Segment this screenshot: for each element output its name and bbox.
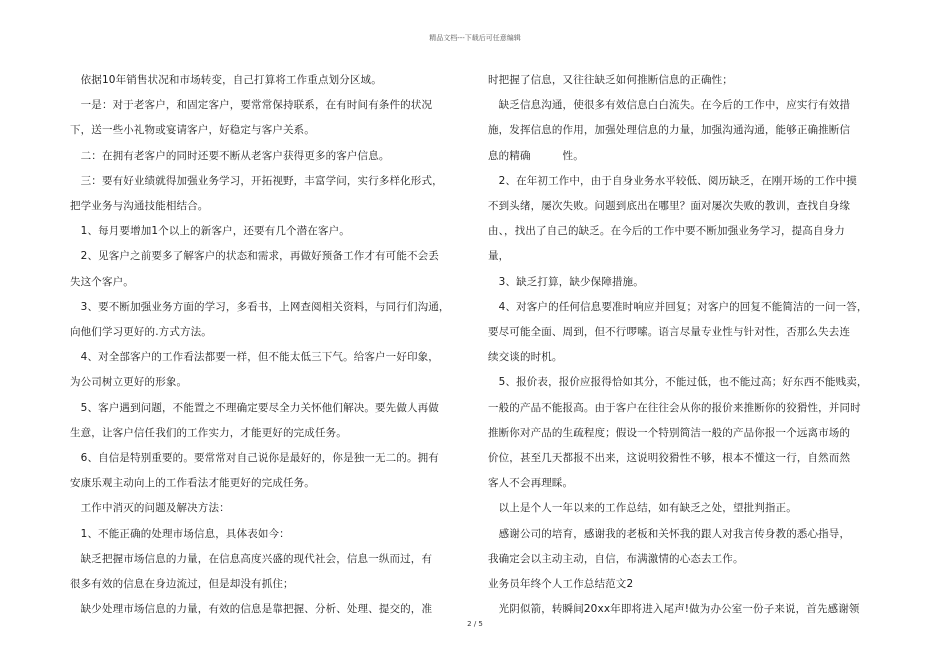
left-text-column bbox=[70, 68, 455, 622]
text-line: 我确定会以主动主动，自信，布满激情的心态去工作。 bbox=[488, 552, 744, 565]
text-line: 缺少处理市场信息的力量，有效的信息是靠把握、分析、处理、提交的，准 bbox=[70, 603, 433, 616]
text-line: 生意，让客户信任我们的工作实力，才能更好的完成任务。 bbox=[70, 426, 347, 439]
text-line: 4、对全部客户的工作看法都要一样，但不能太低三下气。给客户一好印象， bbox=[70, 351, 439, 364]
text-line: 缺乏把握市场信息的力量，在信息高度兴盛的现代社会，信息一纵而过，有 bbox=[70, 552, 433, 565]
text-line: 2、在年初工作中，由于自身业务水平较低、阅历缺乏，在刚开场的工作中摸 bbox=[488, 174, 857, 187]
text-line: 3、要不断加强业务方面的学习，多看书，上网查阅相关资料，与同行们沟通， bbox=[70, 300, 450, 313]
text-line: 由、，找出了自己的缺乏。在今后的工作中要不断加强业务学习，提高自身力 bbox=[488, 225, 845, 238]
text-line: 客人不会再理睬。 bbox=[488, 477, 574, 490]
text-line: 工作中消灭的问题及解决方法： bbox=[70, 502, 230, 515]
text-line: 为公司树立更好的形象。 bbox=[70, 376, 188, 389]
text-line: 不到头绪，屡次失败。问题到底出在哪里？面对屡次失败的教训，查找自身缘 bbox=[488, 200, 851, 213]
text-line: 三：要有好业绩就得加强业务学习，开拓视野，丰富学问，实行多样化形式， bbox=[70, 174, 443, 187]
text-line: 3、缺乏打算，缺少保障措施。 bbox=[488, 275, 644, 288]
page-header: 精品文档---下载后可任意编辑 bbox=[429, 34, 521, 42]
page-number: 2 / 5 bbox=[467, 620, 483, 628]
text-line: 感谢公司的培育，感谢我的老板和关怀我的跟人对我言传身教的悉心指导， bbox=[488, 527, 851, 540]
text-line: 6、自信是特别重要的。要常常对自己说你是最好的，你是独一无二的。拥有 bbox=[70, 452, 439, 465]
text-line: 向他们学习更好的.方式方法。 bbox=[70, 326, 212, 339]
text-line: 推断你对产品的生疏程度；假设一个特别简洁一般的产品你报一个远离市场的 bbox=[488, 426, 851, 439]
text-line: 安康乐观主动向上的工作看法才能更好的完成任务。 bbox=[70, 477, 315, 490]
text-line: 2、见客户之前要多了解客户的状态和需求，再做好预备工作才有可能不会丢 bbox=[70, 250, 439, 263]
text-line: 下，送一些小礼物或宴请客户，好稳定与客户关系。 bbox=[70, 124, 315, 137]
text-line: 二：在拥有老客户的同时还要不断从老客户获得更多的客户信息。 bbox=[70, 149, 390, 162]
text-line: 价位，甚至几天都报不出来，这说明狡猾性不够，根本不懂这一行，自然而然 bbox=[488, 452, 851, 465]
text-line: 施，发挥信息的作用，加强处理信息的力量，加强沟通沟通，能够正确推断信 bbox=[488, 124, 851, 137]
text-line: 光阴似箭，转瞬间20xx年即将进入尾声!做为办公室一份子来说，首先感谢领 bbox=[488, 603, 860, 616]
text-line: 息的精确 性。 bbox=[488, 149, 584, 162]
text-line: 一般的产品不能报高。由于客户在往往会从你的报价来推断你的狡猾性，并同时 bbox=[488, 401, 861, 414]
text-line: 很多有效的信息在身边流过，但是却没有抓住； bbox=[70, 578, 294, 591]
text-line: 4、对客户的任何信息要准时响应并回复；对客户的回复不能简洁的一问一答， bbox=[488, 300, 868, 313]
text-line: 业务员年终个人工作总结范文2 bbox=[488, 578, 634, 591]
text-line: 续交谈的时机。 bbox=[488, 351, 563, 364]
text-line: 5、客户遇到问题，不能置之不理确定要尽全力关怀他们解决。要先做人再做 bbox=[70, 401, 439, 414]
text-line: 以上是个人一年以来的工作总结，如有缺乏之处，望批判指正。 bbox=[488, 502, 797, 515]
text-line: 1、每月要增加1个以上的新客户，还要有几个潜在客户。 bbox=[70, 225, 350, 238]
text-line: 1、不能正确的处理市场信息，具体表如今： bbox=[70, 527, 290, 540]
text-line: 失这个客户。 bbox=[70, 275, 134, 288]
text-line: 把学业务与沟通技能相结合。 bbox=[70, 200, 209, 213]
text-line: 缺乏信息沟通，使很多有效信息白白流失。在今后的工作中，应实行有效措 bbox=[488, 99, 851, 112]
text-line: 依据10年销售状况和市场转变，自己打算将工作重点划分区域。 bbox=[70, 74, 382, 86]
right-text-column bbox=[488, 68, 881, 622]
text-line: 时把握了信息，又往往缺乏如何推断信息的正确性； bbox=[488, 74, 733, 86]
text-line: 5、报价表，报价应报得恰如其分，不能过低，也不能过高；好东西不能贱卖， bbox=[488, 376, 868, 389]
text-line: 要尽可能全面、周到，但不行啰嗦。语言尽量专业性与针对性，否那么失去连 bbox=[488, 326, 851, 339]
text-line: 量， bbox=[488, 250, 510, 263]
text-line: 一是：对于老客户，和固定客户，要常常保持联系，在有时间有条件的状况 bbox=[70, 99, 433, 112]
